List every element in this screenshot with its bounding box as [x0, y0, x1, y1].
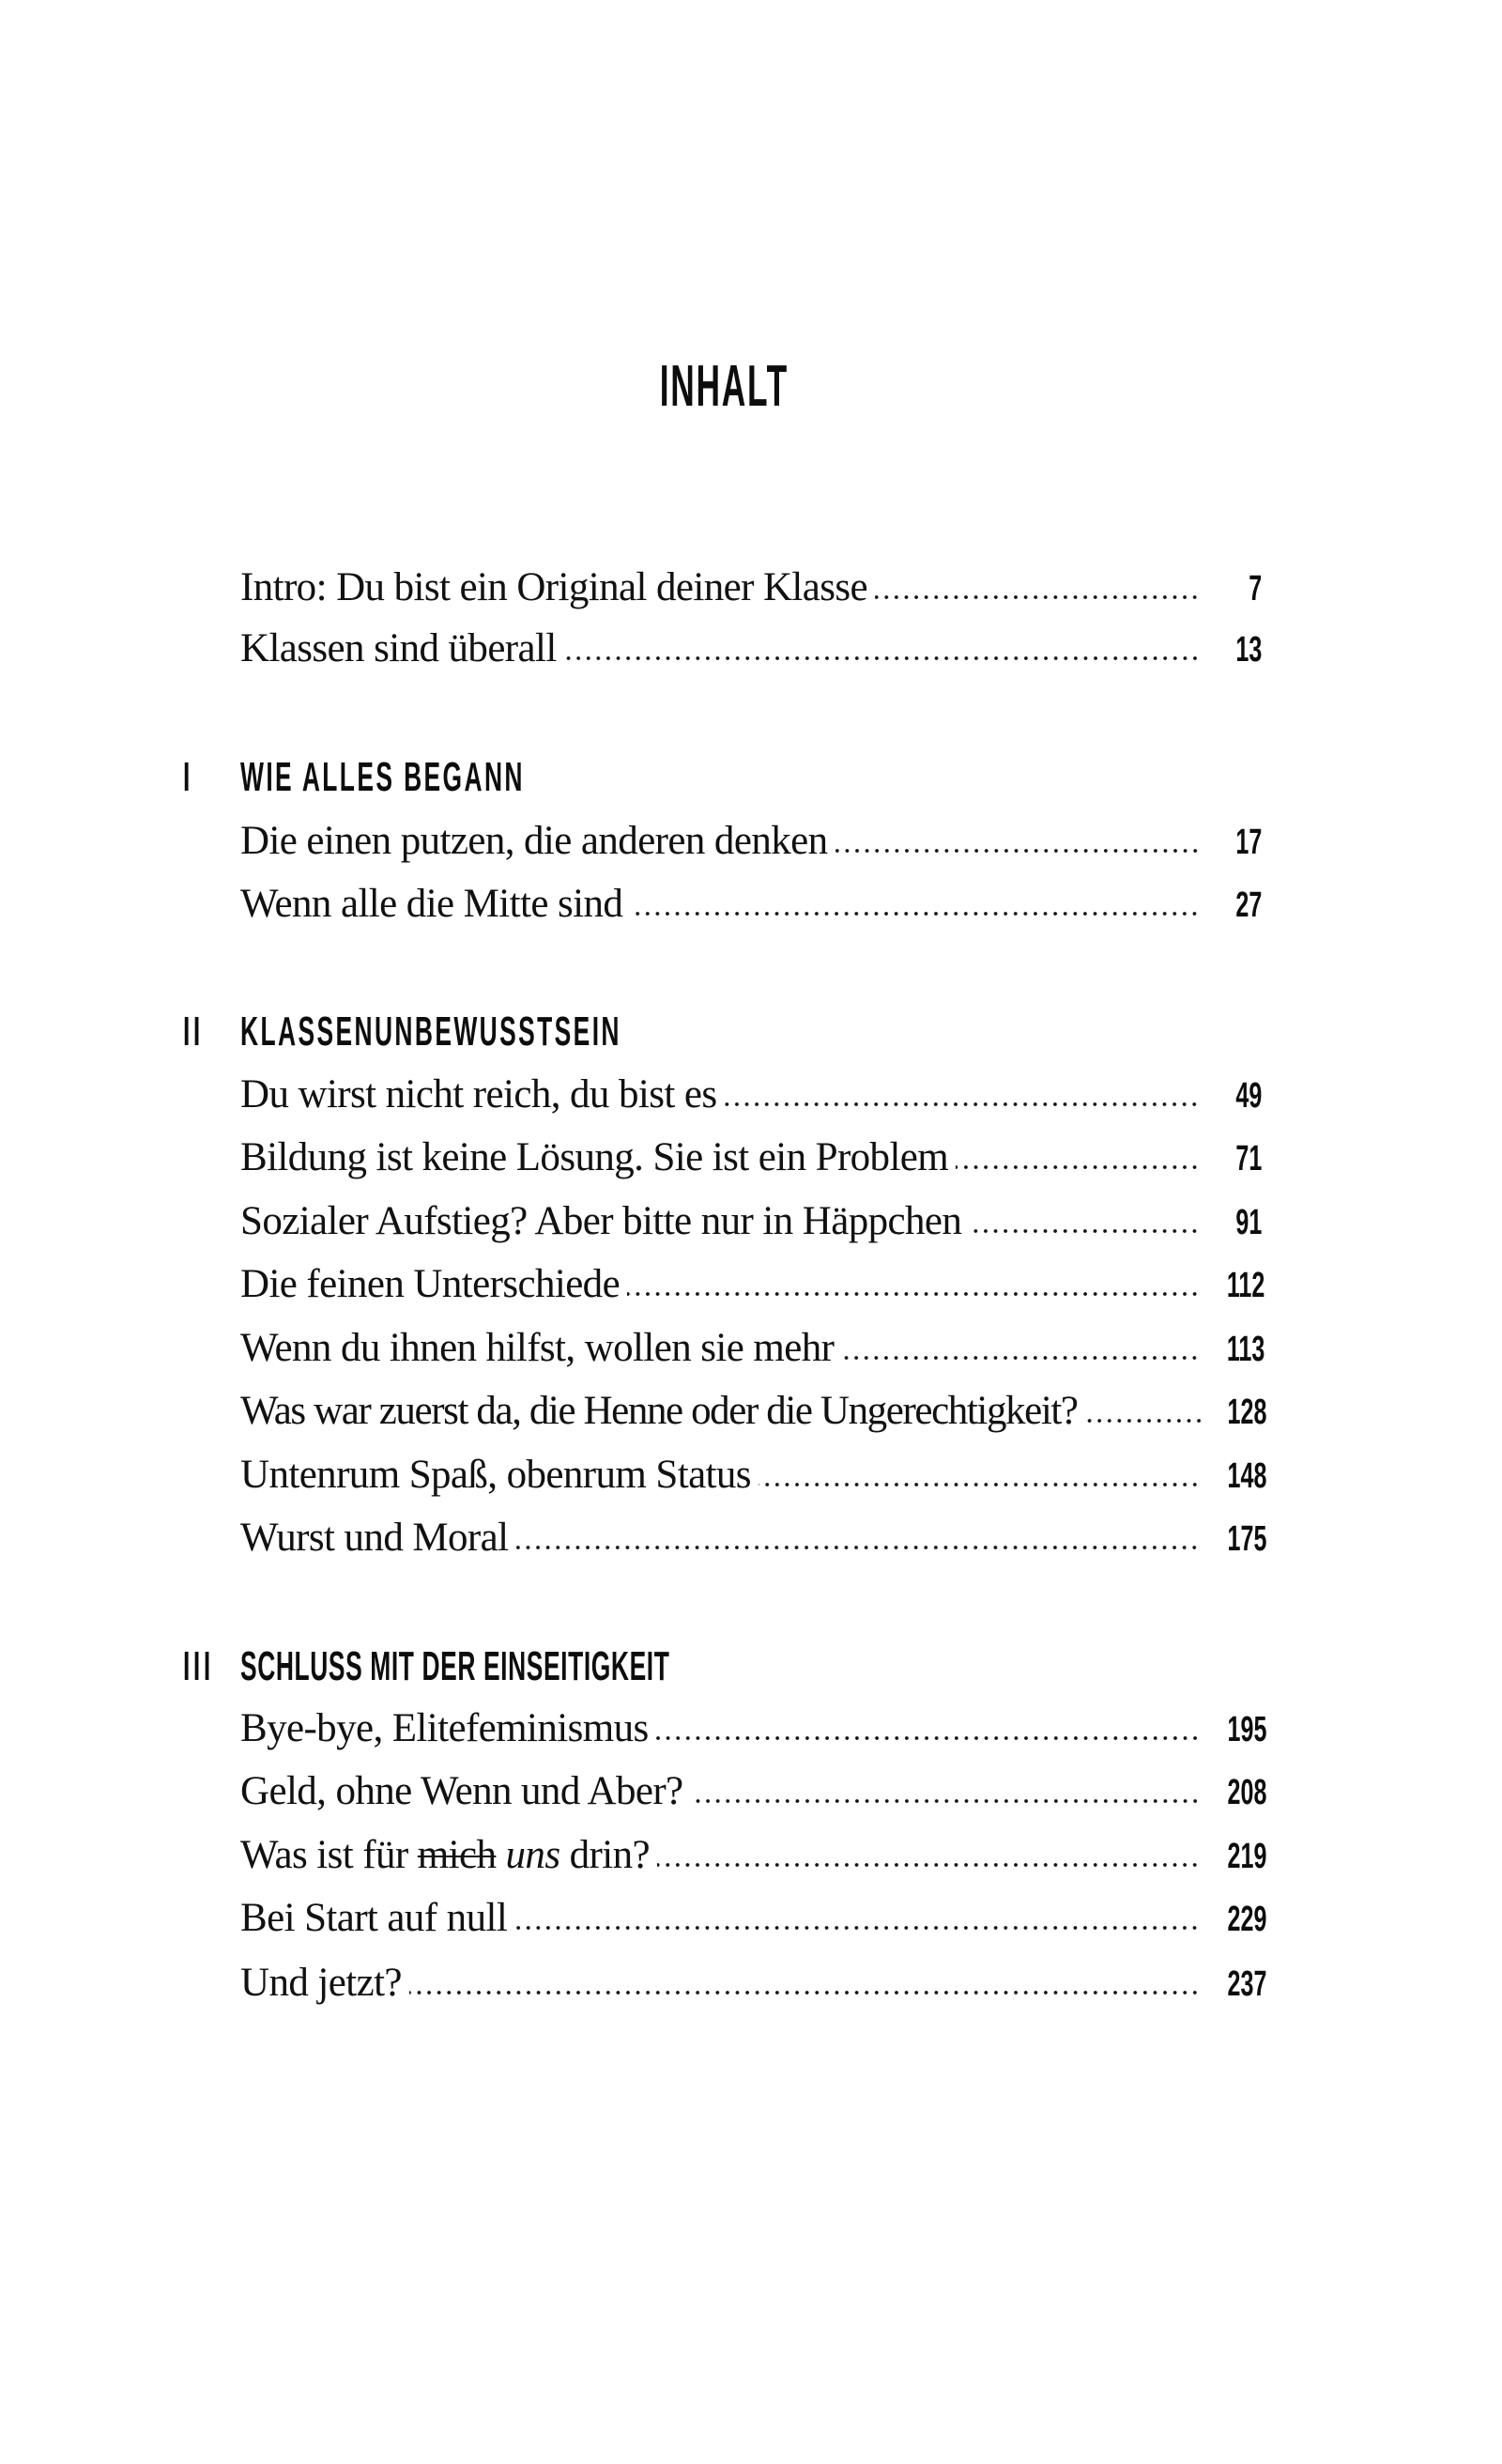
dot-leader [514, 1925, 1200, 1931]
part-heading-row[interactable] [0, 1639, 1502, 1695]
dot-leader [956, 1164, 1200, 1170]
entry-title-space [496, 1833, 505, 1877]
entry-page-number: 229 [1227, 1900, 1267, 1939]
toc-entry[interactable] [0, 1447, 1502, 1503]
entry-page-number: 237 [1227, 1964, 1267, 2004]
dot-leader [759, 1482, 1200, 1487]
part-numeral: III [183, 1643, 214, 1689]
struck-word: mich [417, 1833, 497, 1877]
dot-leader [515, 1545, 1200, 1550]
dot-leader [630, 911, 1200, 916]
page-title [0, 349, 1448, 424]
toc-entry[interactable] [0, 876, 1502, 932]
entry-title: Geld, ohne Wenn und Aber? [240, 1769, 683, 1813]
part-heading-row[interactable] [0, 749, 1502, 806]
entry-page-number: 113 [1226, 1330, 1265, 1369]
entry-title: Wurst und Moral [240, 1516, 509, 1560]
dot-leader [724, 1101, 1200, 1107]
entry-page-number: 91 [1235, 1203, 1262, 1242]
entry-title: Die feinen Unterschiede [240, 1262, 621, 1306]
dot-leader [875, 594, 1200, 600]
entry-title-part: Was ist für [240, 1833, 418, 1877]
toc-entry[interactable] [0, 621, 1502, 677]
part-heading: WIE ALLES BEGANN [240, 754, 525, 800]
toc-entry[interactable] [0, 1067, 1502, 1123]
entry-page-number: 7 [1249, 569, 1262, 608]
part-heading: KLASSENUNBEWUSSTSEIN [240, 1009, 621, 1055]
entry-page-number: 49 [1235, 1076, 1262, 1116]
dot-leader [656, 1735, 1200, 1741]
toc-entry[interactable] [0, 1701, 1502, 1757]
dot-leader [564, 655, 1200, 661]
dot-leader [841, 1355, 1200, 1361]
dot-leader [1081, 1418, 1203, 1424]
entry-title: Sozialer Aufstieg? Aber bitte nur in Häppchen [240, 1199, 962, 1243]
entry-title: Klassen sind überall [240, 626, 557, 670]
dot-leader [409, 1990, 1200, 1995]
toc-entry[interactable] [0, 1256, 1502, 1313]
entry-page-number: 208 [1227, 1773, 1267, 1812]
toc-entry[interactable] [0, 1955, 1502, 2011]
toc-entry[interactable] [0, 1320, 1502, 1377]
entry-title: Bildung ist keine Lösung. Sie ist ein Problem [240, 1135, 949, 1179]
entry-page-number: 148 [1227, 1456, 1267, 1496]
entry-title: Wenn du ihnen hilfst, wollen sie mehr [240, 1326, 835, 1370]
dot-leader [969, 1228, 1200, 1234]
dot-leader [657, 1862, 1200, 1868]
entry-title: Intro: Du bist ein Original deiner Klasse [240, 565, 868, 609]
entry-title: Untenrum Spaß, obenrum Status [240, 1453, 751, 1497]
toc-entry[interactable] [0, 1130, 1502, 1186]
entry-page-number: 195 [1227, 1710, 1267, 1749]
entry-page-number: 175 [1227, 1519, 1267, 1559]
toc-entry[interactable] [0, 1827, 1502, 1884]
part-heading: SCHLUSS MIT DER EINSEITIGKEIT [240, 1643, 670, 1689]
entry-title: Und jetzt? [240, 1961, 402, 2005]
entry-page-number: 27 [1235, 886, 1262, 925]
entry-page-number: 13 [1235, 630, 1262, 670]
entry-title: Was war zuerst da, die Henne oder die Ungerechtigkeit? [240, 1389, 1078, 1433]
toc-entry[interactable] [0, 1890, 1502, 1947]
toc-entry[interactable] [0, 560, 1502, 616]
entry-page-number: 71 [1235, 1139, 1262, 1178]
dot-leader [835, 848, 1201, 854]
page-title-text: INHALT [659, 354, 789, 419]
entry-page-number: 128 [1227, 1393, 1267, 1432]
part-numeral: I [183, 754, 193, 800]
entry-title: Bye-bye, Elitefeminismus [240, 1706, 649, 1750]
entry-title: Die einen putzen, die anderen denken [240, 819, 828, 863]
toc-entry[interactable] [0, 1510, 1502, 1566]
entry-title: Bei Start auf null [240, 1896, 508, 1940]
dot-leader [627, 1291, 1200, 1297]
toc-entry[interactable] [0, 813, 1502, 870]
entry-page-number: 17 [1235, 823, 1262, 862]
italic-word: uns [505, 1833, 560, 1877]
dot-leader [691, 1798, 1200, 1804]
entry-page-number: 112 [1226, 1266, 1265, 1305]
toc-entry[interactable] [0, 1763, 1502, 1820]
entry-title: Du wirst nicht reich, du bist es [240, 1072, 717, 1116]
part-heading-row[interactable] [0, 1004, 1502, 1060]
entry-page-number: 219 [1227, 1837, 1267, 1876]
entry-title: Wenn alle die Mitte sind [240, 882, 623, 926]
entry-title-part: drin? [559, 1833, 650, 1877]
toc-entry[interactable] [0, 1194, 1502, 1250]
part-numeral: II [183, 1009, 204, 1055]
toc-entry[interactable] [0, 1383, 1502, 1440]
entry-title [240, 1827, 650, 1884]
